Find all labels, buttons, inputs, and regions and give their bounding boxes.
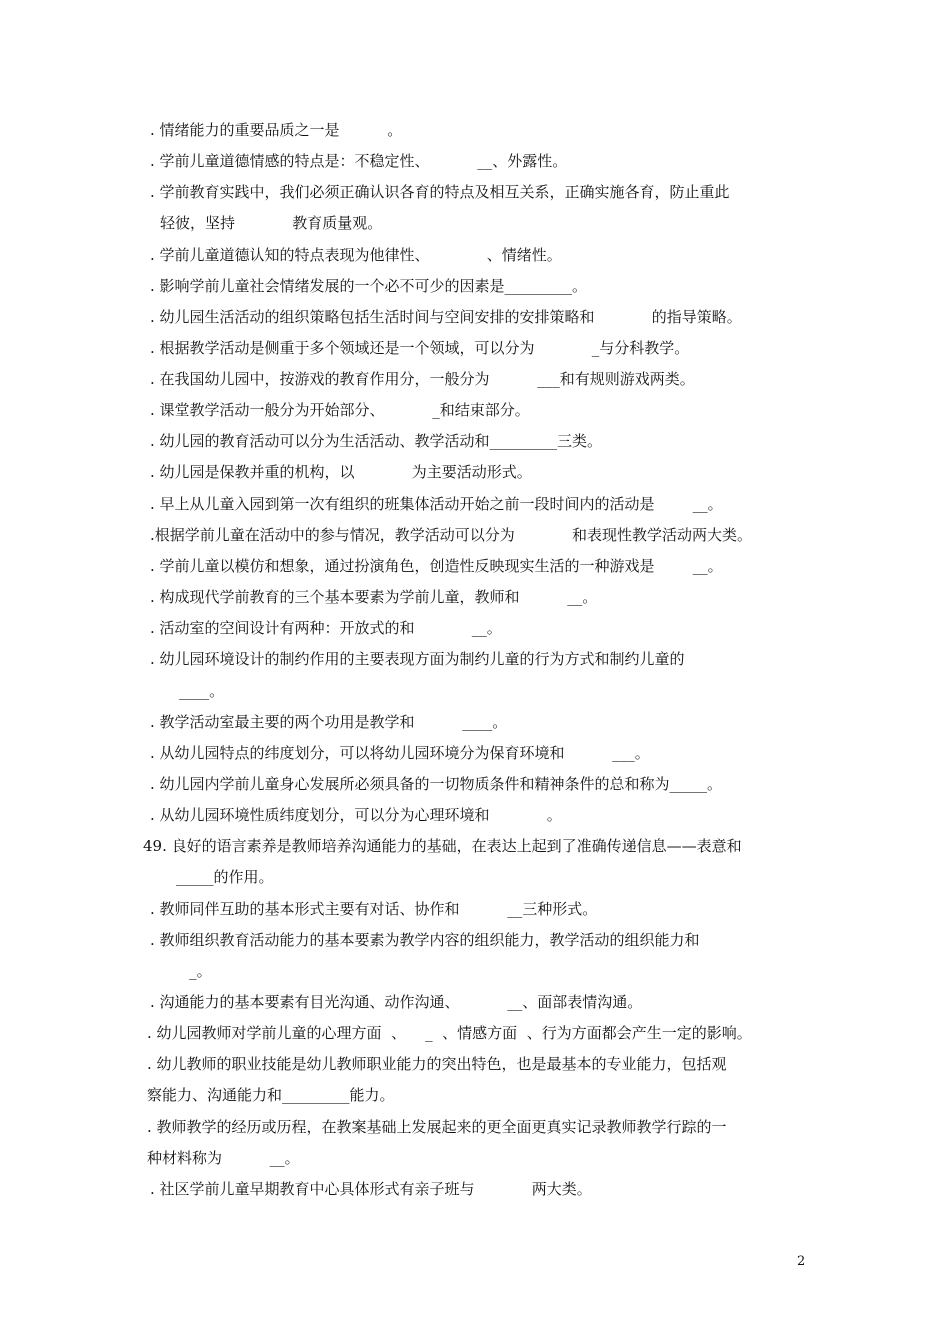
question-18: . 教学活动室最主要的两个功用是教学和 ____。: [150, 713, 508, 731]
question-19: . 从幼儿园特点的纬度划分，可以将幼儿园环境分为保育环境和 ___。: [150, 744, 650, 762]
question-27-continuation: 察能力、沟通能力和_________能力。: [147, 1086, 395, 1104]
question-5: . 影响学前儿童社会情绪发展的一个必不可少的因素是_________。: [150, 277, 588, 295]
question-13: .根据学前儿童在活动中的参与情况，教学活动可以分为 和表现性教学活动两大类。: [150, 526, 752, 544]
question-28: . 教师教学的经历或历程，在教案基础上发展起来的更全面更真实记录教师教学行踪的一: [147, 1118, 727, 1136]
question-7: . 根据教学活动是侧重于多个领域还是一个领域，可以分为 _与分科教学。: [150, 339, 690, 357]
question-11: . 幼儿园是保教并重的机构，以 为主要活动形式。: [150, 463, 532, 481]
question-21: . 从幼儿园环境性质纬度划分，可以分为心理环境和 。: [150, 806, 562, 824]
question-49: 49. 良好的语言素养是教师培养沟通能力的基础，在表达上起到了准确传递信息——表意和: [143, 837, 742, 855]
question-8: . 在我国幼儿园中，按游戏的教育作用分，一般分为 ___和有规则游戏两类。: [150, 370, 695, 388]
question-16: . 活动室的空间设计有两种：开放式的和 __。: [150, 619, 502, 637]
question-24-continuation: _。: [170, 962, 212, 980]
question-2: . 学前儿童道德情感的特点是：不稳定性、 __、外露性。: [150, 152, 568, 170]
question-23: . 教师同伴互助的基本形式主要有对话、协作和 __三种形式。: [150, 900, 598, 918]
page-number: 2: [797, 1254, 806, 1269]
question-1: . 情绪能力的重要品质之一是 。: [150, 121, 403, 139]
question-49-continuation: _____的作用。: [176, 868, 274, 886]
question-4: . 学前儿童道德认知的特点表现为他律性、 、情绪性。: [150, 246, 562, 264]
question-24: . 教师组织教育活动能力的基本要素为教学内容的组织能力，教学活动的组织能力和: [150, 931, 700, 949]
question-26: . 幼儿园教师对学前儿童的心理方面 、 _ 、情感方面 、行为方面都会产生一定的影响。: [147, 1024, 752, 1042]
question-17-continuation: ____。: [160, 682, 225, 700]
question-14: . 学前儿童以模仿和想象，通过扮演角色，创造性反映现实生活的一种游戏是 __。: [150, 557, 723, 575]
question-27: . 幼儿教师的职业技能是幼儿教师职业能力的突出特色，也是最基本的专业能力，包括观: [147, 1055, 727, 1073]
question-9: . 课堂教学活动一般分为开始部分、 _和结束部分。: [150, 401, 530, 419]
question-20: . 幼儿园内学前儿童身心发展所必须具备的一切物质条件和精神条件的总和称为_____。: [150, 775, 723, 793]
question-25: . 沟通能力的基本要素有目光沟通、动作沟通、 __、面部表情沟通。: [150, 993, 643, 1011]
question-3-continuation: 轻彼，坚持 教育质量观。: [160, 214, 383, 232]
question-15: . 构成现代学前教育的三个基本要素为学前儿童，教师和 __。: [150, 588, 598, 606]
question-6: . 幼儿园生活活动的组织策略包括生活时间与空间安排的安排策略和 的指导策略。: [150, 308, 742, 326]
question-12: . 早上从儿童入园到第一次有组织的班集体活动开始之前一段时间内的活动是 __。: [150, 495, 723, 513]
question-28-continuation: 种材料称为 __。: [147, 1149, 300, 1167]
question-29: . 社区学前儿童早期教育中心具体形式有亲子班与 两大类。: [150, 1180, 592, 1198]
question-3: . 学前教育实践中，我们必须正确认识各育的特点及相互关系，正确实施各育，防止重此: [150, 183, 730, 201]
question-17: . 幼儿园环境设计的制约作用的主要表现方面为制约儿童的行为方式和制约儿童的: [150, 650, 685, 668]
question-10: . 幼儿园的教育活动可以分为生活活动、教学活动和_________三类。: [150, 432, 603, 450]
